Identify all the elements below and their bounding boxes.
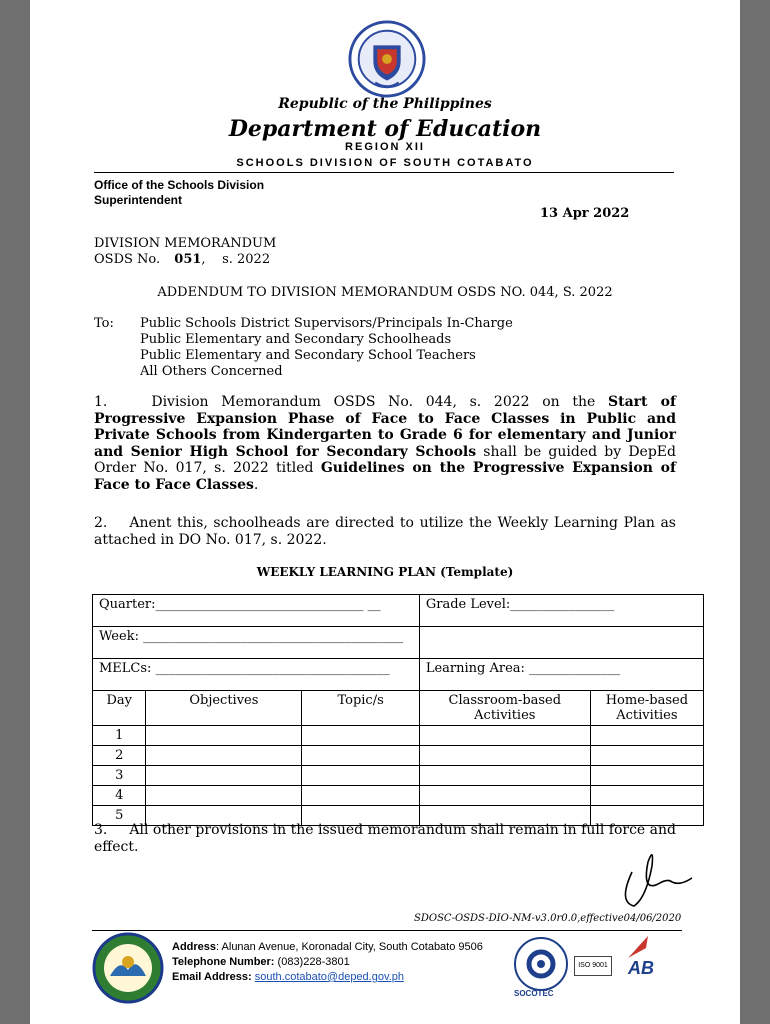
header-objectives: Objectives	[146, 691, 302, 726]
para1-number: 1.	[94, 394, 108, 410]
deped-seal-logo	[348, 20, 426, 98]
table-header-row	[93, 691, 704, 726]
phone-label: Telephone Number:	[172, 956, 275, 968]
footer-email	[172, 970, 483, 985]
wlp-title: WEEKLY LEARNING PLAN (Template)	[256, 565, 514, 579]
ab-accreditation-badge	[620, 934, 676, 1000]
paragraph-1	[94, 394, 676, 493]
document-code: SDOSC-OSDS-DIO-NM-v3.0r0.0,effective04/06/2020	[414, 913, 682, 924]
para1-bold-2: Guidelines on the Progressive Expansion of Face to Face Classes	[94, 460, 676, 493]
osds-prefix: OSDS No.	[94, 252, 161, 267]
table-row	[93, 766, 704, 786]
division-seal-logo	[92, 932, 164, 1004]
para1-text-2: shall be guided by DepEd Order No. 017, s. 2022 titled	[94, 443, 676, 476]
empty-cell	[419, 627, 703, 659]
recipient-item: All Others Concerned	[140, 364, 283, 379]
para1-bold-1: Start of Progressive Expansion Phase of Face to Face Classes in Public and Private Schools from Kindergarten to Grade 6 for elementary and Junior and Senior High School for Secondary Schools	[94, 394, 676, 460]
day-cell: 3	[93, 766, 146, 786]
para3-number: 3.	[94, 822, 108, 838]
para1-text-1: Division Memorandum OSDS No. 044, s. 2022 on the	[151, 394, 609, 410]
week-cell: Week: ________________________________________	[93, 627, 420, 659]
recipient-item: Public Elementary and Secondary Schoolheads	[140, 332, 452, 347]
para2-text: Anent this, schoolheads are directed to utilize the Weekly Learning Plan as attached in DO No. 017, s. 2022.	[94, 515, 676, 548]
melcs-cell: MELCs: ____________________________________	[93, 659, 420, 691]
table-row	[93, 726, 704, 746]
grade-level-cell: Grade Level:________________	[419, 595, 703, 627]
table-row	[93, 659, 704, 691]
header-day: Day	[93, 691, 146, 726]
paragraph-3	[94, 822, 676, 855]
footer-phone	[172, 955, 483, 970]
table-row	[93, 746, 704, 766]
table-row	[93, 786, 704, 806]
iso-label: ISO 9001	[574, 956, 612, 976]
email-label: Email Address:	[172, 971, 252, 983]
recipient-item: Public Schools District Supervisors/Principals In-Charge	[140, 316, 513, 331]
header-home-activities: Home-based Activities	[590, 691, 703, 726]
socotec-label: SOCOTEC	[514, 989, 554, 998]
ab-swoosh-icon	[624, 934, 672, 960]
memo-series: , s. 2022	[201, 252, 271, 267]
memo-header	[94, 236, 276, 268]
paragraph-2	[94, 515, 676, 548]
office-line-1: Office of the Schools Division	[94, 178, 265, 192]
table-row	[93, 595, 704, 627]
recipient-list	[140, 316, 513, 380]
republic-line: Republic of the Philippines	[278, 96, 492, 112]
memo-title: DIVISION MEMORANDUM	[94, 236, 277, 251]
day-cell: 2	[93, 746, 146, 766]
table-row	[93, 627, 704, 659]
department-line: Department of Education	[228, 116, 542, 142]
to-label: To:	[94, 316, 114, 331]
email-link[interactable]: south.cotabato@deped.gov.ph	[254, 971, 404, 983]
ab-label: AB	[628, 958, 654, 978]
recipient-item: Public Elementary and Secondary School Teachers	[140, 348, 476, 363]
footer-divider	[92, 930, 682, 931]
memo-subject: ADDENDUM TO DIVISION MEMORANDUM OSDS NO. 044, S. 2022	[157, 285, 613, 300]
division-line: SCHOOLS DIVISION OF SOUTH COTABATO	[236, 157, 534, 169]
office-block	[94, 178, 264, 208]
header-classroom-activities: Classroom-based Activities	[419, 691, 590, 726]
region-line: REGION XII	[345, 141, 425, 153]
signature-image	[616, 842, 706, 912]
document-page	[30, 0, 740, 1024]
quarter-cell: Quarter:________________________________ __	[93, 595, 420, 627]
weekly-learning-plan-table	[92, 594, 704, 826]
footer-address	[172, 940, 483, 955]
memo-number-line	[94, 252, 276, 268]
learning-area-cell: Learning Area: ______________	[419, 659, 703, 691]
day-cell: 4	[93, 786, 146, 806]
header-topics: Topic/s	[302, 691, 420, 726]
memo-date: 13 Apr 2022	[540, 206, 630, 221]
day-cell: 1	[93, 726, 146, 746]
address-label: Address	[172, 941, 217, 953]
office-line-2: Superintendent	[94, 193, 183, 207]
phone-value: (083)228-3801	[274, 956, 350, 968]
footer-contact	[172, 940, 483, 985]
socotec-iso-badge	[508, 934, 612, 1000]
para2-number: 2.	[94, 515, 108, 531]
day-cell: 5	[93, 806, 146, 826]
header-divider	[94, 172, 674, 173]
para1-text-3: .	[253, 476, 259, 493]
para3-text: All other provisions in the issued memorandum shall remain in full force and effect.	[94, 822, 676, 855]
memo-number: 051	[174, 252, 202, 267]
address-value: : Alunan Avenue, Koronadal City, South Cotabato 9506	[216, 941, 483, 953]
